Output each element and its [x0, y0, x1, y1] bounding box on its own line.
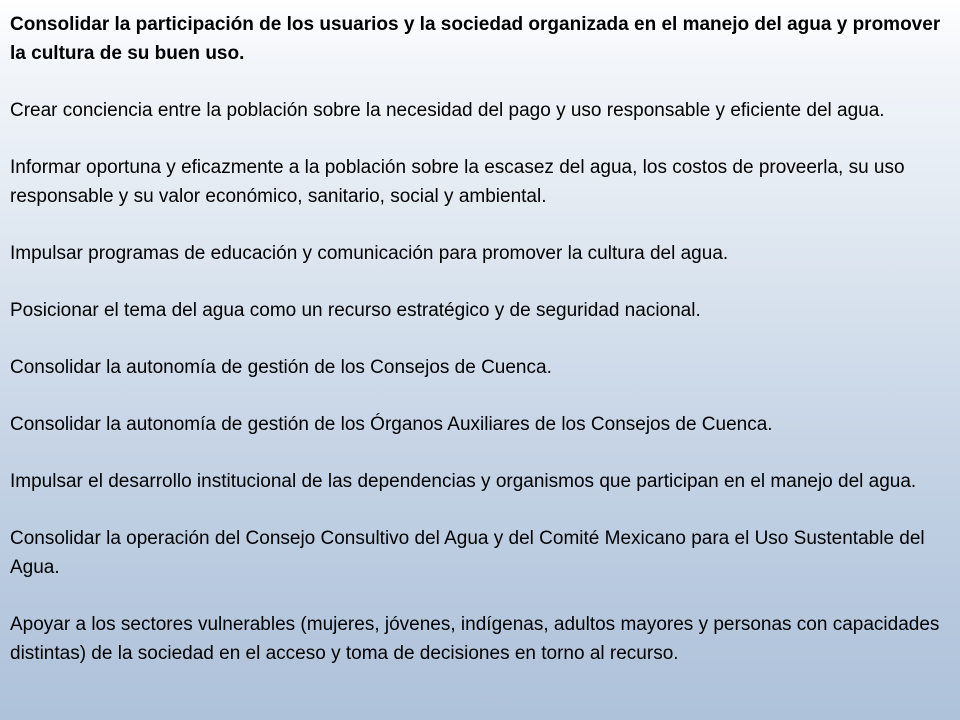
objective-paragraph-2: Crear conciencia entre la población sobre la necesidad del pago y uso responsable y eficiente del agua. — [10, 100, 885, 121]
objective-paragraph-6: Consolidar la autonomía de gestión de los Consejos de Cuenca. — [10, 357, 552, 378]
objective-paragraph-8: Impulsar el desarrollo institucional de las dependencias y organismos que participan en el manejo del agua. — [10, 471, 917, 492]
objective-paragraph-3: Informar oportuna y eficazmente a la población sobre la escasez del agua, los costos de proveerla, su uso responsable y su valor económico, sanitario, social y ambiental. — [10, 157, 905, 207]
objective-paragraph-7: Consolidar la autonomía de gestión de los Órganos Auxiliares de los Consejos de Cuenca. — [10, 414, 773, 435]
objective-paragraph-10: Apoyar a los sectores vulnerables (mujeres, jóvenes, indígenas, adultos mayores y personas con capacidades distintas) de la sociedad en el acceso y toma de decisiones en torno al recurso. — [10, 614, 940, 664]
objective-paragraph-9: Consolidar la operación del Consejo Consultivo del Agua y del Comité Mexicano para el Uso Sustentable del Agua. — [10, 528, 925, 578]
objective-paragraph-1: Consolidar la participación de los usuarios y la sociedad organizada en el manejo del agua y promover la cultura de su buen uso. — [10, 14, 941, 64]
objective-paragraph-4: Impulsar programas de educación y comunicación para promover la cultura del agua. — [10, 243, 729, 264]
slide-body — [10, 10, 950, 696]
objective-paragraph-5: Posicionar el tema del agua como un recurso estratégico y de seguridad nacional. — [10, 300, 701, 321]
